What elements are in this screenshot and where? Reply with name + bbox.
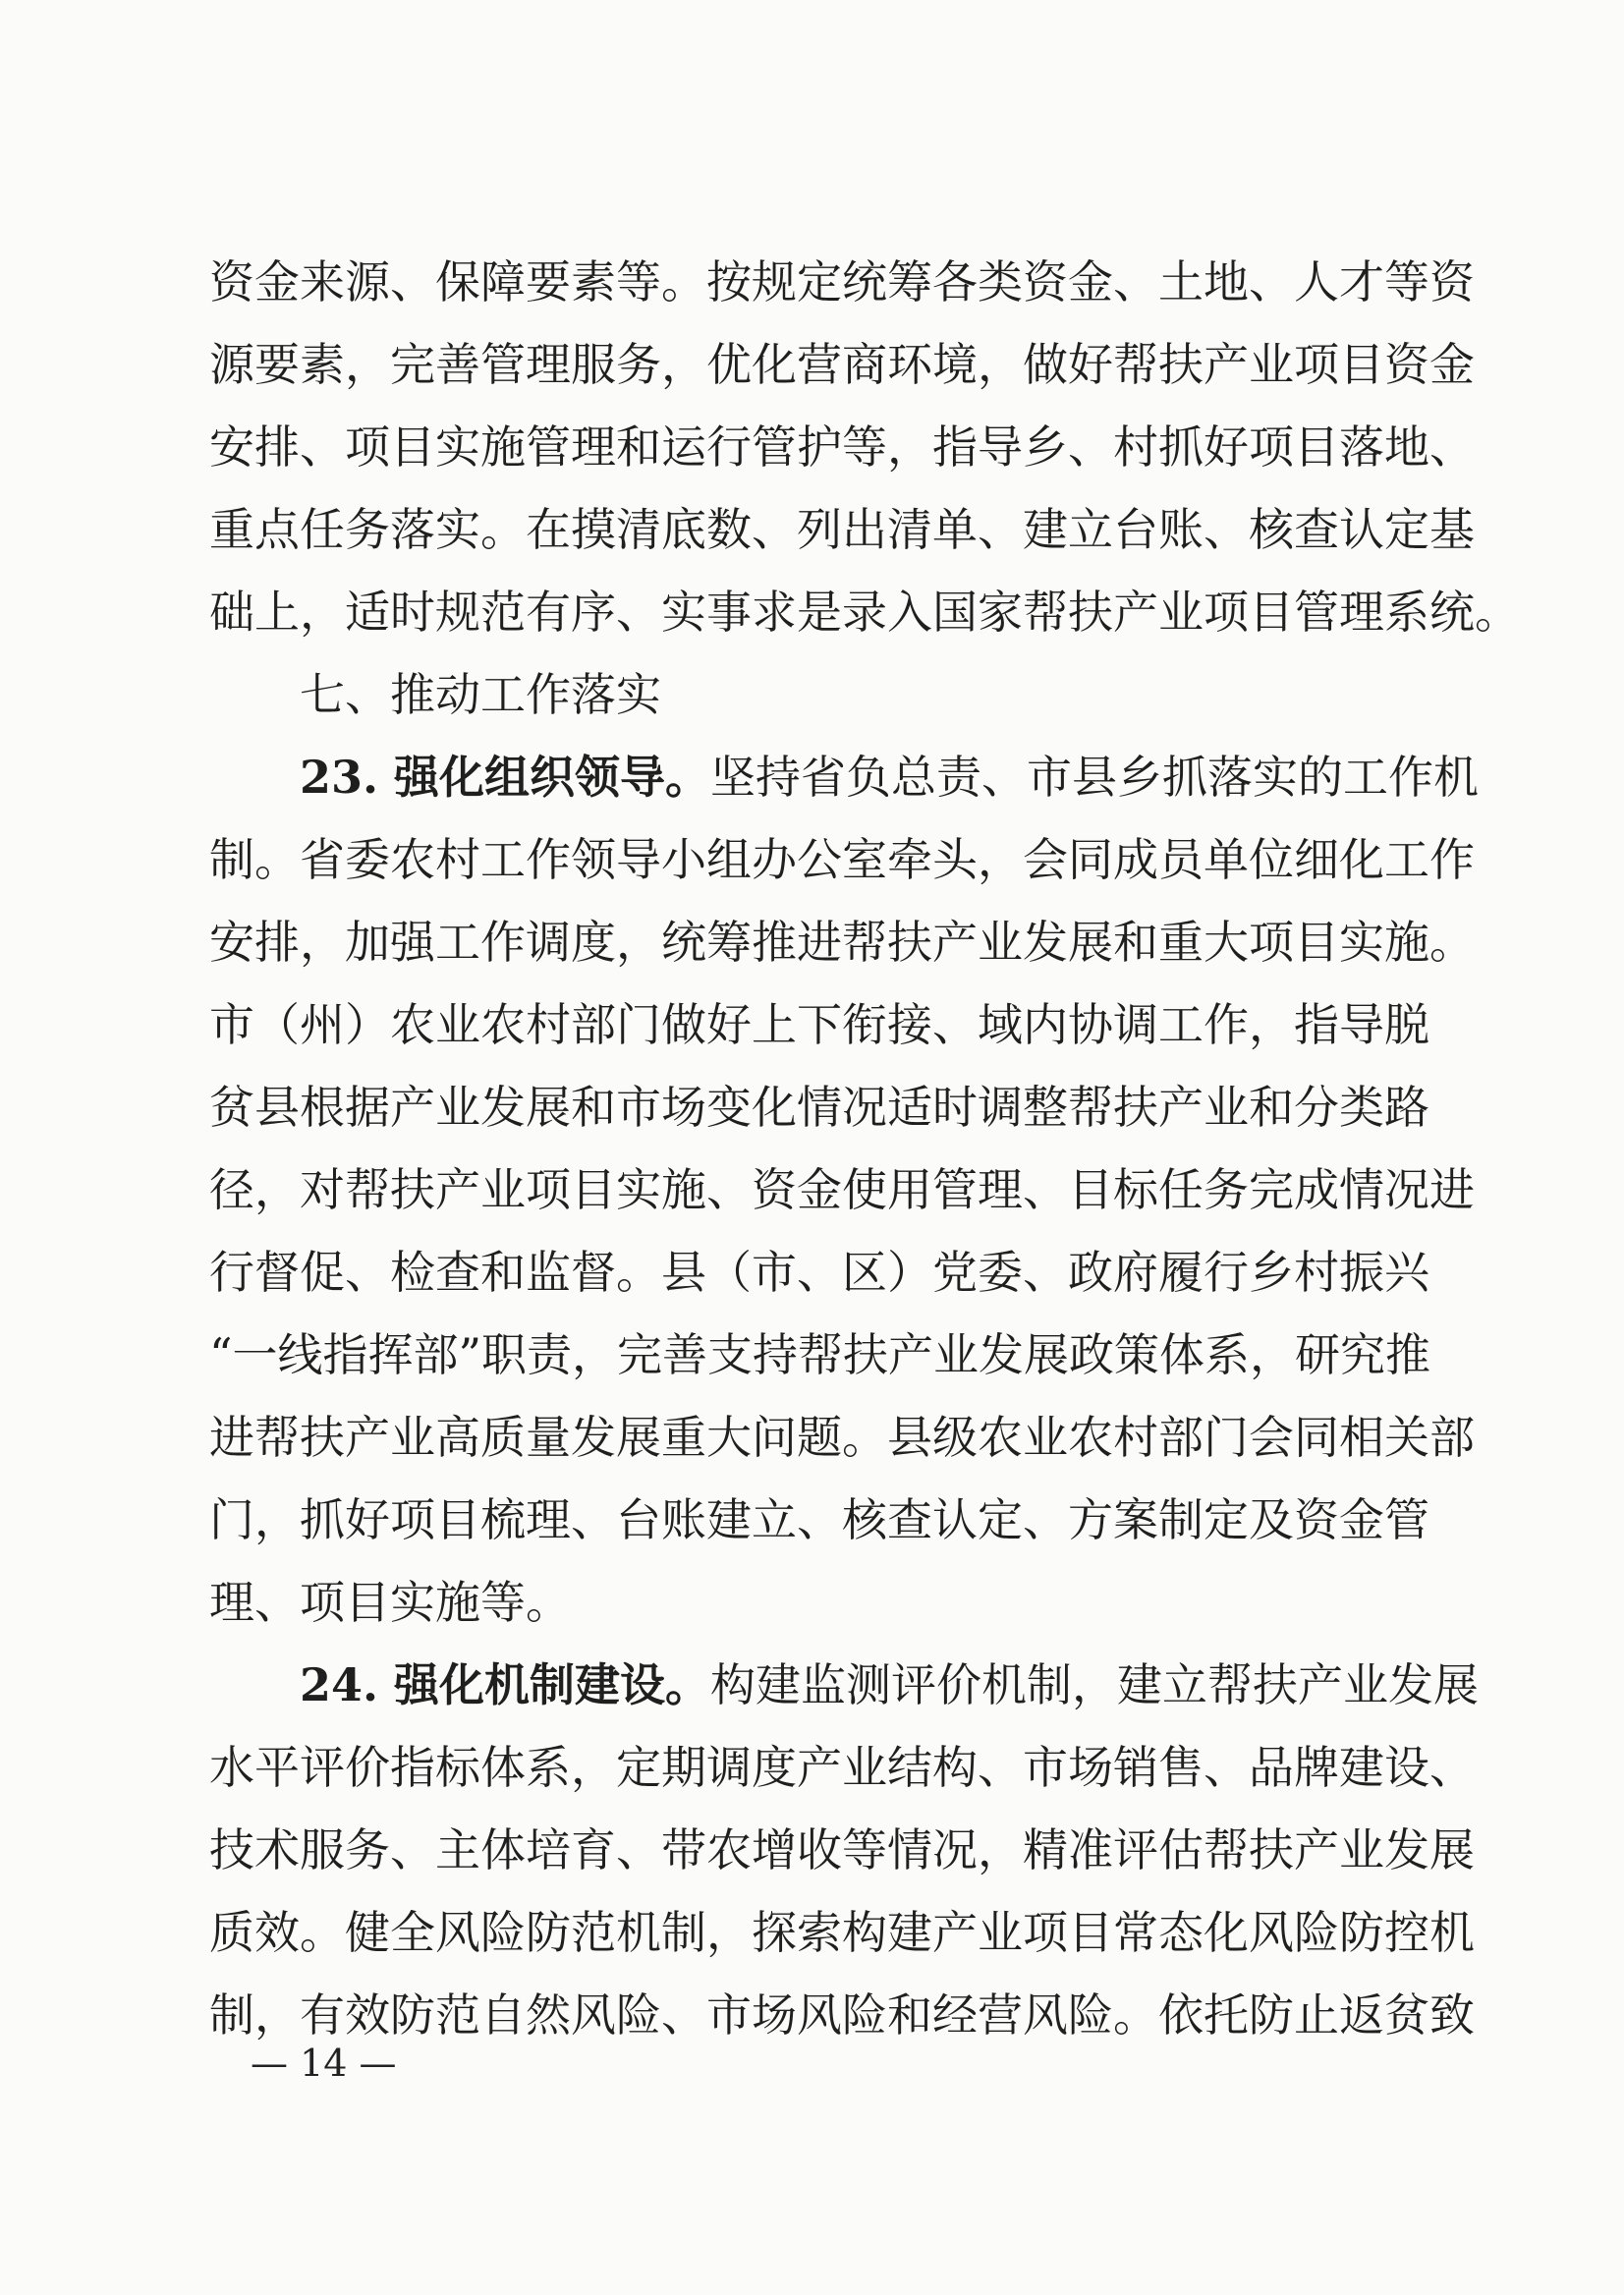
item-23-first-line-text: 坚持省负总责、市县乡抓落实的工作机 — [710, 751, 1480, 804]
text-line: 重点任务落实。在摸清底数、列出清单、建立台账、核查认定基 — [209, 503, 1475, 556]
item-24-heading: 24. 强化机制建设。 — [300, 1658, 711, 1711]
item-23-heading: 23. 强化组织领导。 — [300, 751, 711, 804]
text-line: 安排，加强工作调度，统筹推进帮扶产业发展和重大项目实施。 — [209, 916, 1475, 969]
page-number: — 14 — — [251, 2042, 397, 2085]
item-24-first-line — [300, 1644, 1480, 1726]
text-line: 制，有效防范自然风险、市场风险和经营风险。依托防止返贫致 — [209, 1988, 1475, 2042]
text-line: 贫县根据产业发展和市场变化情况适时调整帮扶产业和分类路 — [209, 1081, 1429, 1134]
text-line: 质效。健全风险防范机制，探索构建产业项目常态化风险防控机 — [209, 1906, 1475, 1959]
text-line: 行督促、检查和监督。县（市、区）党委、政府履行乡村振兴 — [209, 1246, 1429, 1299]
text-line: 水平评价指标体系，定期调度产业结构、市场销售、品牌建设、 — [209, 1741, 1475, 1794]
text-line: 径，对帮扶产业项目实施、资金使用管理、目标任务完成情况进 — [209, 1163, 1475, 1216]
text-line: 理、项目实施等。 — [209, 1576, 571, 1629]
text-line: 制。省委农村工作领导小组办公室牵头，会同成员单位细化工作 — [209, 833, 1475, 886]
text-line: 门，抓好项目梳理、台账建立、核查认定、方案制定及资金管 — [209, 1493, 1429, 1546]
text-line: “一线指挥部”职责，完善支持帮扶产业发展政策体系，研究推 — [209, 1328, 1431, 1381]
text-line: 进帮扶产业高质量发展重大问题。县级农业农村部门会同相关部 — [209, 1411, 1475, 1464]
text-line: 础上，适时规范有序、实事求是录入国家帮扶产业项目管理系统。 — [209, 586, 1520, 639]
section-heading: 七、推动工作落实 — [300, 668, 661, 721]
text-line: 技术服务、主体培育、带农增收等情况，精准评估帮扶产业发展 — [209, 1823, 1475, 1876]
text-line: 市（州）农业农村部门做好上下衔接、域内协调工作，指导脱 — [209, 998, 1429, 1051]
text-line: 安排、项目实施管理和运行管护等，指导乡、村抓好项目落地、 — [209, 420, 1475, 474]
item-23-first-line — [300, 736, 1480, 818]
item-24-first-line-text: 构建监测评价机制，建立帮扶产业发展 — [710, 1658, 1480, 1711]
text-line: 资金来源、保障要素等。按规定统筹各类资金、土地、人才等资 — [209, 255, 1475, 308]
text-line: 源要素，完善管理服务，优化营商环境，做好帮扶产业项目资金 — [209, 338, 1475, 391]
